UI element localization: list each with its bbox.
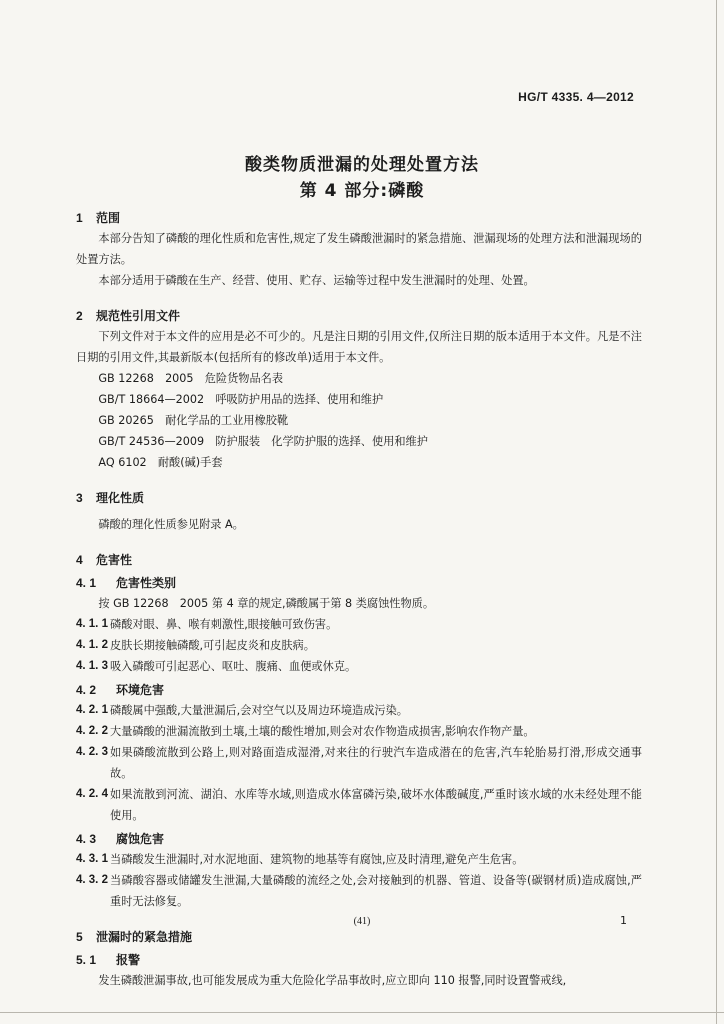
subsection-heading	[76, 572, 642, 593]
clause-text: 皮肤长期接触磷酸,可引起皮炎和皮肤病。	[110, 639, 315, 652]
clause-text: 如果流散到河流、湖泊、水库等水域,则造成水体富磷污染,破坏水体酸碱度,严重时该水域的水未经处理不能使用。	[110, 788, 642, 822]
section-number: 3	[76, 490, 83, 505]
clause-item	[76, 635, 642, 656]
subsection-heading	[76, 828, 642, 849]
section-number: 1	[76, 210, 83, 225]
section-heading	[76, 207, 642, 228]
clause-item	[76, 721, 642, 742]
section-title: 泄漏时的紧急措施	[96, 930, 193, 944]
standard-number: HG/T 4335. 4—2012	[518, 90, 634, 104]
paragraph: 本部分告知了磷酸的理化性质和危害性,规定了发生磷酸泄漏时的紧急措施、泄漏现场的处理方法和泄漏现场的处置方法。	[76, 232, 642, 266]
clause-number: 4. 1. 2	[76, 639, 108, 651]
clause-text: 当磷酸容器或储罐发生泄漏,大量磷酸的流经之处,会对接触到的机器、管道、设备等(碳钢材质)造成腐蚀,严重时无法修复。	[110, 874, 642, 908]
reference-item: GB 20265 耐化学品的工业用橡胶靴	[98, 414, 289, 427]
clause-item	[76, 656, 642, 677]
clause-number: 4. 2. 1	[76, 704, 108, 716]
paragraph: 按 GB 12268 2005 第 4 章的规定,磷酸属于第 8 类腐蚀性物质。	[98, 597, 435, 610]
clause-item	[76, 742, 642, 784]
section-title: 危害性	[96, 553, 133, 567]
clause-text: 如果磷酸流散到公路上,则对路面造成湿滑,对来往的行驶汽车造成潜在的危害,汽车轮胎易打滑,形成交通事故。	[110, 746, 642, 780]
clause-text: 磷酸对眼、鼻、喉有刺激性,眼接触可致伤害。	[110, 618, 338, 631]
clause-text: 磷酸属中强酸,大量泄漏后,会对空气以及周边环境造成污染。	[110, 704, 408, 717]
subsection-number: 4. 3	[76, 831, 97, 846]
subsection-number: 4. 2	[76, 682, 97, 697]
subsection-number: 4. 1	[76, 575, 97, 590]
clause-number: 4. 2. 2	[76, 725, 108, 737]
clause-number: 4. 2. 3	[76, 746, 108, 758]
clause-number: 4. 3. 2	[76, 874, 108, 886]
section-heading	[76, 305, 642, 326]
reference-item: GB 12268 2005 危险货物品名表	[98, 372, 284, 385]
subsection-number: 5. 1	[76, 952, 97, 967]
clause-number: 4. 1. 1	[76, 618, 108, 630]
section-heading	[76, 926, 642, 947]
document-title: 酸类物质泄漏的处理处置方法	[245, 155, 479, 175]
paragraph: 磷酸的理化性质参见附录 A。	[98, 518, 244, 531]
reference-item: GB/T 24536—2009 防护服装 化学防护服的选择、使用和维护	[98, 435, 428, 448]
clause-item	[76, 784, 642, 826]
subsection-title: 危害性类别	[116, 576, 177, 590]
clause-text: 吸入磷酸可引起恶心、呕吐、腹痛、血便或休克。	[110, 660, 357, 673]
clause-item	[76, 849, 642, 870]
scan-edge-bottom	[0, 1012, 724, 1013]
clause-item	[76, 700, 642, 721]
clause-item	[76, 614, 642, 635]
clause-number: 4. 1. 3	[76, 660, 108, 672]
section-heading	[76, 549, 642, 570]
section-title: 规范性引用文件	[96, 309, 181, 323]
section-number: 4	[76, 552, 83, 567]
section-number: 5	[76, 929, 83, 944]
section-heading	[76, 487, 642, 508]
document-body	[76, 207, 642, 991]
subsection-heading	[76, 949, 642, 970]
reference-item: AQ 6102 耐酸(碱)手套	[98, 456, 223, 469]
paragraph: 本部分适用于磷酸在生产、经营、使用、贮存、运输等过程中发生泄漏时的处理、处置。	[98, 274, 535, 287]
subsection-heading	[76, 679, 642, 700]
subsection-title: 环境危害	[116, 683, 165, 697]
section-title: 理化性质	[96, 491, 145, 505]
page-number: (41)	[353, 916, 371, 927]
reference-item: GB/T 18664—2002 呼吸防护用品的选择、使用和维护	[98, 393, 384, 406]
page-mark: 1	[620, 914, 627, 927]
paragraph: 发生磷酸泄漏事故,也可能发展成为重大危险化学品事故时,应立即向 110 报警,同时设置警戒线,	[98, 974, 567, 987]
clause-number: 4. 3. 1	[76, 853, 108, 865]
subsection-title: 报警	[116, 953, 141, 967]
clause-text: 当磷酸发生泄漏时,对水泥地面、建筑物的地基等有腐蚀,应及时清理,避免产生危害。	[110, 853, 524, 866]
section-title: 范围	[96, 211, 121, 225]
section-number: 2	[76, 308, 83, 323]
clause-number: 4. 2. 4	[76, 788, 108, 800]
clause-item	[76, 870, 642, 912]
document-subtitle: 第 4 部分:磷酸	[299, 181, 425, 201]
subsection-title: 腐蚀危害	[116, 832, 165, 846]
paragraph: 下列文件对于本文件的应用是必不可少的。凡是注日期的引用文件,仅所注日期的版本适用于本文件。凡是不注日期的引用文件,其最新版本(包括所有的修改单)适用于本文件。	[76, 330, 642, 364]
clause-text: 大量磷酸的泄漏流散到土壤,土壤的酸性增加,则会对农作物造成损害,影响农作物产量。	[110, 725, 535, 738]
